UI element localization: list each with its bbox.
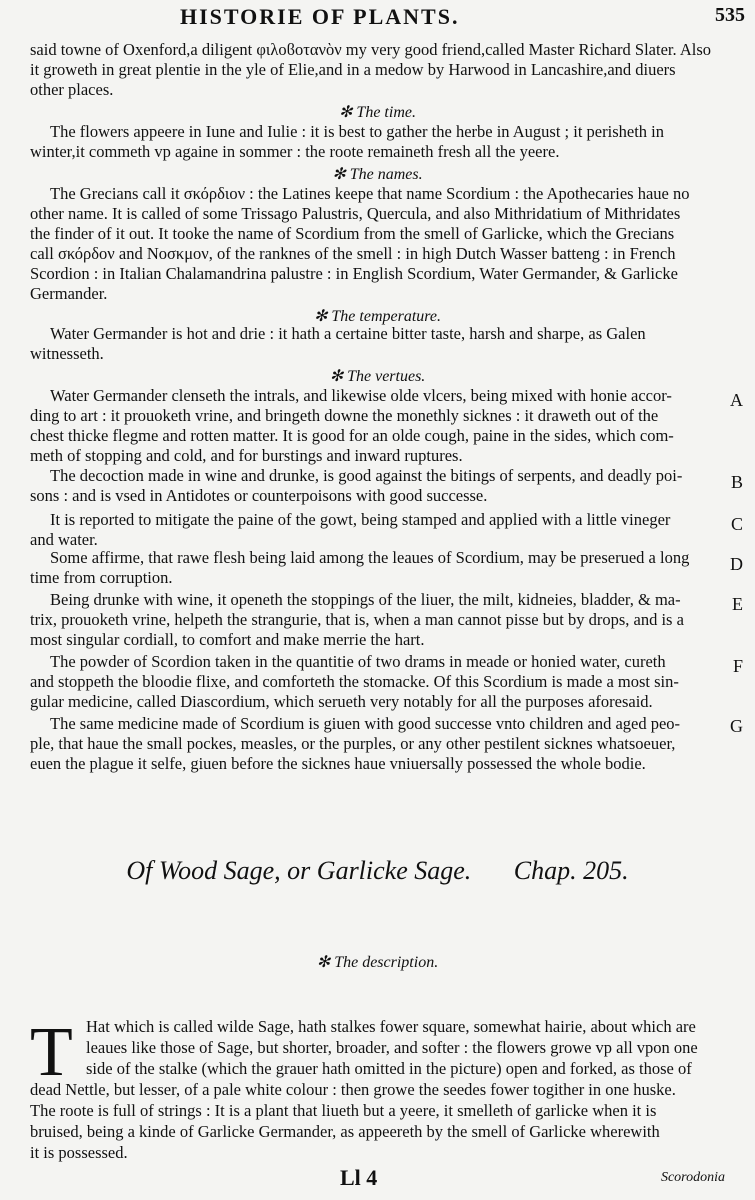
text-line: The flowers appeere in Iune and Iulie : it is best to gather the herbe in August ; it perisheth in — [50, 122, 664, 141]
text-line: side of the stalke (which the grauer hath omitted in the picture) open and forked, as those of — [86, 1059, 692, 1078]
margin-letter: G — [730, 716, 743, 736]
temperature-paragraph — [30, 324, 730, 364]
drop-cap: T — [30, 1014, 73, 1091]
chapter-name: Of Wood Sage, or Garlicke Sage. — [126, 856, 472, 885]
text-line: sons : and is vsed in Antidotes or counterpoisons with good successe. — [30, 486, 488, 505]
text-line: other name. It is called of some Trissago Palustris, Quercula, and also Mithridatium of Mithridates — [30, 204, 681, 223]
margin-letter: E — [732, 594, 743, 614]
heading-text: The time. — [356, 104, 416, 121]
text-line: leaues like those of Sage, but shorter, broader, and softer : the flowers growe vp all vpon one — [86, 1038, 698, 1057]
heading-text: The description. — [334, 954, 439, 971]
heading-text: The temperature. — [331, 308, 441, 325]
vertue-paragraph-f — [30, 652, 730, 712]
margin-letter: F — [732, 656, 743, 676]
chapter-number: Chap. 205. — [513, 856, 629, 885]
text-line: time from corruption. — [30, 568, 173, 587]
text-line: the finder of it out. It tooke the name of Scordium from the smell of Garlicke, which the Grecians — [30, 224, 675, 243]
margin-letter: C — [730, 514, 743, 534]
text-line: trix, prouoketh vrine, helpeth the strangurie, that is, when a man cannot pisse but by drops, and is a — [30, 610, 684, 629]
text-line: It is reported to mitigate the paine of the gowt, being stamped and applied with a little vineger — [50, 510, 671, 529]
heading-text: The vertues. — [347, 368, 426, 385]
text-line: Scordion : in Italian Chalamandrina palustre : in English Scordium, Water Germander, & Garlicke — [30, 264, 678, 283]
margin-letter: D — [730, 554, 743, 574]
vertue-paragraph-e — [30, 590, 730, 650]
vertue-paragraph-g — [30, 714, 730, 774]
text-line: it groweth in great plentie in the yle of Elie,and in a medow by Harwood in Lancashire,and diuers — [30, 60, 676, 79]
text-line: chest thicke flegme and rotten matter. It is good for an olde cough, paine in the sides, which com- — [30, 426, 674, 445]
section-heading-names: ✻ The names. — [332, 166, 423, 183]
text-line: and water. — [30, 530, 98, 549]
text-line: Water Germander is hot and drie : it hath a certaine bitter taste, harsh and sharpe, as Galen — [50, 324, 646, 343]
names-paragraph — [30, 184, 730, 304]
text-line: Hat which is called wilde Sage, hath stalkes fower square, somewhat hairie, about which are — [86, 1017, 696, 1036]
text-line: The Grecians call it σκόρδιον : the Latines keepe that name Scordium : the Apothecaries haue no — [50, 184, 690, 203]
signature-mark: Ll 4 — [340, 1165, 378, 1190]
text-line: Being drunke with wine, it openeth the stoppings of the liuer, the milt, kidneies, bladder, & ma- — [50, 590, 681, 609]
text-line: most singular cordiall, to comfort and make merrie the hart. — [30, 630, 425, 649]
chapter-title — [0, 856, 755, 886]
section-heading-time: ✻ The time. — [339, 104, 416, 121]
text-line: Some affirme, that rawe flesh being laid among the leaues of Scordium, may be preserued a long — [50, 548, 690, 567]
margin-letter: A — [730, 390, 743, 410]
page-number: 535 — [715, 4, 745, 26]
vertue-paragraph-d — [30, 548, 730, 588]
text-line: said towne of Oxenford,a diligent φιλοϐοτανὸν my very good friend,called Master Richard Slater. Also — [30, 40, 711, 59]
text-line: winter,it commeth vp againe in sommer : the roote remaineth fresh all the yeere. — [30, 142, 560, 161]
section-heading-vertues: ✻ The vertues. — [329, 368, 426, 385]
text-line: meth of stopping and cold, and for burstings and inward ruptures. — [30, 446, 463, 465]
running-head: HISTORIE OF PLANTS. — [180, 4, 460, 29]
text-line: gular medicine, called Diascordium, which serueth very notably for all the purposes aforesaid. — [30, 692, 653, 711]
vertue-paragraph-b — [30, 466, 730, 506]
text-line: euen the plague it selfe, giuen before the sicknes haue vniuersally possessed the whole bodie. — [30, 754, 646, 773]
section-heading-description: ✻ The description. — [316, 954, 439, 971]
description-paragraph — [30, 1016, 730, 1163]
text-line: ding to art : it prouoketh vrine, and bringeth downe the monethly sicknes : it draweth out of the — [30, 406, 659, 425]
section-heading-temperature: ✻ The temperature. — [313, 308, 441, 325]
time-paragraph — [30, 122, 730, 162]
text-line: The same medicine made of Scordium is giuen with good successe vnto children and aged peo- — [50, 714, 681, 733]
text-line: witnesseth. — [30, 344, 104, 363]
heading-text: The names. — [349, 166, 423, 183]
text-line: and stoppeth the bloodie flixe, and comforteth the stomacke. Of this Scordium is made a most sin- — [30, 672, 679, 691]
catchword: Scorodonia — [660, 1170, 725, 1185]
text-line: ple, that haue the small pockes, measles, or the purples, or any other pestilent sicknes whatsoeuer, — [30, 734, 676, 753]
text-line: dead Nettle, but lesser, of a pale white colour : then growe the seedes fower togither in one huske. — [30, 1080, 676, 1099]
vertue-paragraph-c — [30, 510, 730, 550]
text-line: The roote is full of strings : It is a plant that liueth but a yeere, it smelleth of garlicke when it is — [30, 1101, 657, 1120]
text-line: it is possessed. — [30, 1143, 128, 1162]
intro-paragraph — [30, 40, 730, 100]
vertue-paragraph-a — [30, 386, 730, 466]
text-line: The powder of Scordion taken in the quantitie of two drams in meade or honied water, cureth — [50, 652, 666, 671]
margin-letter: B — [730, 472, 743, 492]
text-line: Germander. — [30, 284, 108, 303]
text-line: call σκόρδον and Νοσκμον, of the ranknes of the smell : in high Dutch Wasser batteng : in French — [30, 244, 676, 263]
text-line: bruised, being a kinde of Garlicke Germander, as appeereth by the smell of Garlicke wherewith — [30, 1122, 660, 1141]
text-line: The decoction made in wine and drunke, is good against the bitings of serpents, and deadly poi- — [50, 466, 683, 485]
text-line: Water Germander clenseth the intrals, and likewise olde vlcers, being mixed with honie accor- — [50, 386, 672, 405]
text-line: other places. — [30, 80, 114, 99]
